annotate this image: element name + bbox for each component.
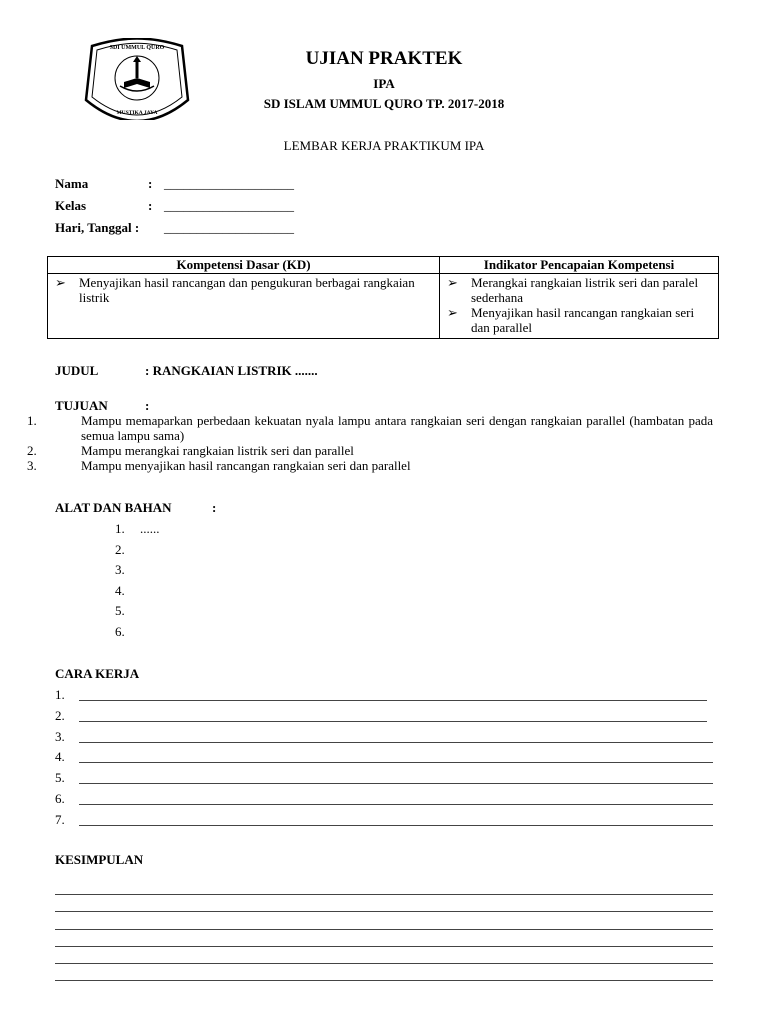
item-number: 1. bbox=[115, 521, 125, 536]
item-text: Mampu menyajikan hasil rancangan rangkaian seri dan parallel bbox=[81, 458, 411, 473]
kd-text: Menyajikan hasil rancangan dan pengukuran berbagai rangkaian listrik bbox=[79, 275, 415, 305]
list-item[interactable] bbox=[115, 542, 160, 563]
name-colon: : bbox=[148, 176, 153, 191]
item-number: 7. bbox=[55, 811, 65, 827]
indicator-text: Merangkai rangkaian listrik seri dan paralel sederhana bbox=[471, 275, 699, 305]
tujuan-label: TUJUAN bbox=[55, 398, 108, 413]
item-number: 2. bbox=[55, 707, 65, 723]
list-item[interactable] bbox=[115, 583, 160, 604]
svg-text:MUSTIKA JAYA: MUSTIKA JAYA bbox=[116, 110, 158, 116]
alat-label: ALAT DAN BAHAN bbox=[55, 500, 172, 515]
item-text: Mampu memaparkan perbedaan kekuatan nyala lampu antara rangkaian seri dengan rangkaian parallel (hambatan pada semua lampu sama) bbox=[81, 413, 713, 443]
list-item[interactable] bbox=[115, 624, 160, 645]
item-number: 3. bbox=[27, 458, 37, 473]
exam-title: UJIAN PRAKTEK bbox=[305, 48, 463, 69]
kd-cell bbox=[48, 274, 440, 339]
item-number: 5. bbox=[115, 603, 125, 618]
list-item[interactable] bbox=[55, 770, 715, 791]
item-number: 6. bbox=[55, 790, 65, 806]
name-field[interactable]: ____________________ bbox=[164, 176, 294, 191]
tujuan-list bbox=[27, 413, 713, 473]
alat-colon: : bbox=[212, 500, 217, 515]
answer-line[interactable] bbox=[55, 964, 713, 981]
answer-line[interactable] bbox=[79, 721, 707, 722]
date-label: Hari, Tanggal : bbox=[55, 220, 140, 235]
item-number: 2. bbox=[27, 443, 37, 458]
judul-value: : RANGKAIAN LISTRIK ....... bbox=[145, 363, 318, 378]
item-number: 6. bbox=[115, 623, 125, 639]
competency-table bbox=[47, 256, 719, 339]
arrow-bullet-icon: ➢ bbox=[447, 275, 458, 290]
kd-header: Kompetensi Dasar (KD) bbox=[48, 257, 440, 274]
date-field[interactable]: ____________________ bbox=[164, 220, 294, 235]
item-number: 3. bbox=[55, 728, 65, 744]
sheet-title: LEMBAR KERJA PRAKTIKUM IPA bbox=[283, 138, 485, 153]
item-number: 5. bbox=[55, 770, 65, 786]
indicator-item bbox=[444, 305, 714, 335]
list-item bbox=[27, 458, 713, 473]
item-number: 1. bbox=[27, 413, 37, 428]
indicator-cell bbox=[440, 274, 719, 339]
answer-line[interactable] bbox=[79, 762, 713, 763]
arrow-bullet-icon: ➢ bbox=[55, 275, 66, 290]
class-colon: : bbox=[148, 198, 153, 213]
item-number: 1. bbox=[55, 687, 65, 702]
answer-line[interactable] bbox=[55, 930, 713, 947]
answer-line[interactable] bbox=[79, 742, 713, 743]
answer-line[interactable] bbox=[55, 895, 713, 912]
alat-heading bbox=[55, 500, 217, 516]
kesimpulan-heading: KESIMPULAN bbox=[55, 852, 144, 867]
list-item[interactable] bbox=[55, 729, 715, 750]
list-item[interactable] bbox=[115, 521, 160, 542]
indicator-item bbox=[444, 275, 714, 305]
item-number: 4. bbox=[55, 749, 65, 765]
indicator-header: Indikator Pencapaian Kompetensi bbox=[440, 257, 719, 274]
answer-line[interactable] bbox=[55, 947, 713, 964]
list-item bbox=[27, 443, 713, 458]
item-text: Mampu merangkai rangkaian listrik seri dan parallel bbox=[81, 443, 354, 458]
list-item bbox=[27, 413, 713, 443]
answer-line[interactable] bbox=[79, 825, 713, 826]
answer-line[interactable] bbox=[79, 700, 707, 701]
answer-line[interactable] bbox=[55, 912, 713, 929]
answer-line[interactable] bbox=[55, 878, 713, 895]
tujuan-heading bbox=[55, 398, 150, 414]
answer-line[interactable] bbox=[79, 804, 713, 805]
kesimpulan-lines[interactable] bbox=[55, 878, 713, 981]
judul-row bbox=[55, 363, 318, 379]
list-item[interactable] bbox=[55, 687, 715, 708]
judul-label: JUDUL bbox=[55, 363, 99, 378]
cara-kerja-list bbox=[55, 687, 715, 833]
list-item[interactable] bbox=[55, 812, 715, 833]
class-label: Kelas bbox=[55, 198, 87, 213]
list-item[interactable] bbox=[55, 791, 715, 812]
item-text: ...... bbox=[140, 521, 160, 536]
indicator-text: Menyajikan hasil rancangan rangkaian seri dan parallel bbox=[471, 305, 695, 335]
class-field[interactable]: ____________________ bbox=[164, 198, 294, 213]
answer-line[interactable] bbox=[79, 783, 713, 784]
kd-item bbox=[52, 275, 435, 305]
list-item[interactable] bbox=[55, 708, 715, 729]
item-number: 4. bbox=[115, 582, 125, 598]
item-number: 3. bbox=[115, 562, 125, 577]
arrow-bullet-icon: ➢ bbox=[447, 305, 458, 320]
cara-kerja-heading: CARA KERJA bbox=[55, 666, 140, 681]
subject-title: IPA bbox=[373, 76, 395, 91]
item-number: 2. bbox=[115, 541, 125, 557]
list-item[interactable] bbox=[115, 603, 160, 624]
list-item[interactable] bbox=[115, 562, 160, 583]
alat-list bbox=[115, 521, 160, 644]
svg-text:SDI UMMUL QURO: SDI UMMUL QURO bbox=[109, 45, 165, 51]
name-label: Nama bbox=[55, 176, 89, 191]
school-title: SD ISLAM UMMUL QURO TP. 2017-2018 bbox=[263, 96, 505, 111]
list-item[interactable] bbox=[55, 749, 715, 770]
tujuan-colon: : bbox=[145, 398, 150, 413]
